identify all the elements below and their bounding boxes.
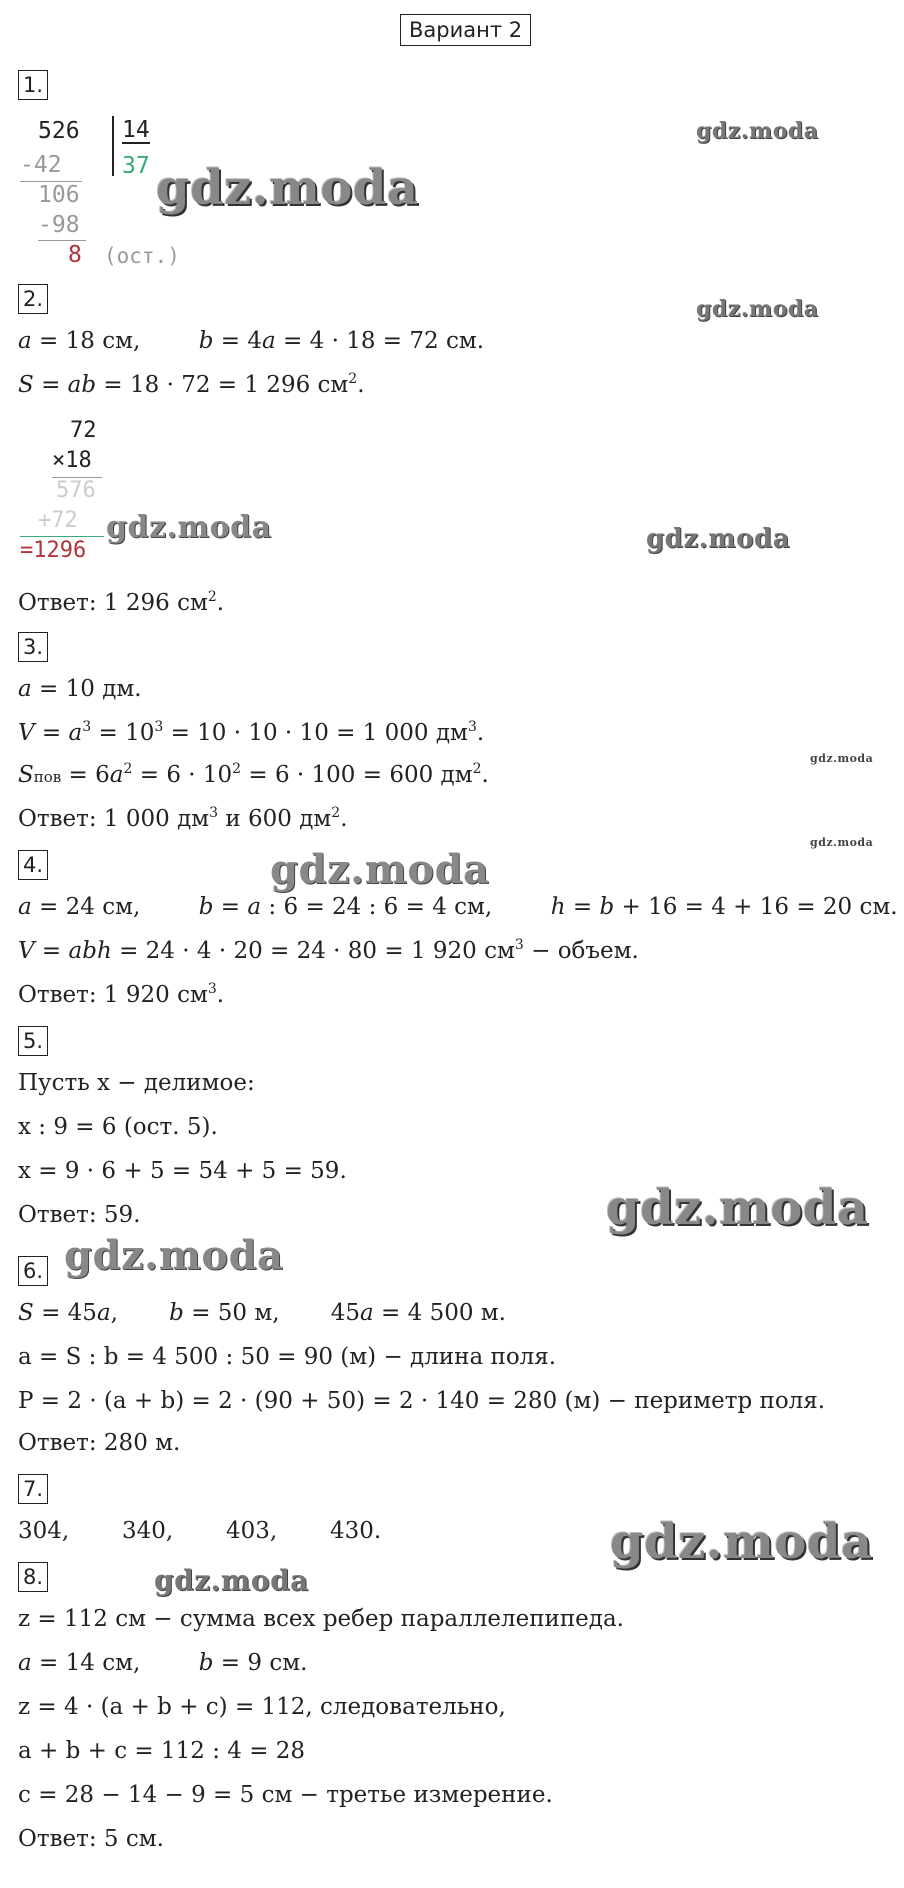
- variant-title: Вариант 2: [400, 14, 531, 46]
- t7-value-2: 340,: [122, 1518, 174, 1544]
- quotient: 37: [122, 153, 150, 179]
- remainder: 8: [68, 242, 82, 268]
- task-4-number: 4.: [18, 850, 48, 880]
- t5-answer: Ответ: 59.: [18, 1202, 141, 1228]
- t3-answer-text: Ответ: 1 000 дм: [18, 806, 210, 832]
- t7-value-1: 304,: [18, 1518, 70, 1544]
- watermark: gdz.moda: [270, 846, 490, 893]
- partial-product-2: +72: [38, 508, 78, 533]
- watermark: gdz.moda: [610, 1514, 873, 1570]
- watermark: gdz.moda: [64, 1232, 284, 1279]
- remainder-label: (ост.): [104, 244, 180, 268]
- t2-answer-text: Ответ: 1 296 см: [18, 590, 208, 616]
- t2-line-1: a = 18 см, b = 4a = 4 · 18 = 72 см.: [18, 328, 485, 354]
- task-1-number: 1.: [18, 70, 48, 100]
- t7-value-4: 430.: [330, 1518, 382, 1544]
- t5-line-2: x : 9 = 6 (ост. 5).: [18, 1114, 218, 1140]
- watermark: gdz.moda: [810, 836, 874, 849]
- t2-line-2: S = ab = 18 · 72 = 1 296 $см^2$.: [18, 371, 365, 398]
- watermark: gdz.moda: [810, 752, 874, 765]
- t3-line-1: a = 10 дм.: [18, 676, 142, 702]
- subtrahend-2: -98: [38, 212, 80, 238]
- partial-product-1: 576: [56, 478, 96, 503]
- divisor: 14: [122, 117, 150, 143]
- t4-line-1: a = 24 см, b = a : 6 = 24 : 6 = 4 см, h = b + 16 = 4 + 16 = 20 см.: [18, 894, 898, 920]
- watermark: gdz.moda: [154, 1564, 309, 1597]
- task-7-number: 7.: [18, 1474, 48, 1504]
- t6-line-1: S = 45a, b = 50 м, 45a = 4 500 м.: [18, 1300, 506, 1326]
- t4-answer: Ответ: 1 920 $см^3$.: [18, 981, 225, 1008]
- t4-line-2: V = abh = 24 · 4 · 20 = 24 · 80 = 1 920 $см^3$ − объем.: [18, 937, 639, 964]
- t3-line-3: Sпов = $6a^2 = 6 \cdot 10^2 = 6 \cdot 100 = 600$ $дм^2$.: [18, 761, 489, 788]
- mult-result: =1296: [20, 538, 87, 563]
- t6-line-2: a = S : b = 4 500 : 50 = 90 (м) − длина поля.: [18, 1344, 557, 1370]
- dividend: 526: [38, 118, 80, 144]
- mult-a: 72: [70, 418, 97, 443]
- task-2-number: 2.: [18, 284, 48, 314]
- mult-line-2: [20, 536, 104, 537]
- t7-value-3: 403,: [226, 1518, 278, 1544]
- t3-line-2: $V = a^3 = 10^3 = 10 \cdot 10 \cdot 10 = 1$ 000 $дм^3$.: [18, 719, 485, 746]
- watermark: gdz.moda: [696, 118, 819, 144]
- division-line-2: [38, 240, 86, 241]
- task-8-number: 8.: [18, 1562, 48, 1592]
- t3-answer: Ответ: 1 000 $дм^3$ и 600 $дм^2$.: [18, 805, 348, 832]
- t4-answer-text: Ответ: 1 920 см: [18, 982, 208, 1008]
- watermark: gdz.moda: [156, 160, 419, 216]
- t8-line-4: a + b + c = 112 : 4 = 28: [18, 1738, 306, 1764]
- watermark: gdz.moda: [696, 296, 819, 322]
- task-6-number: 6.: [18, 1256, 48, 1286]
- mult-b: ×18: [52, 448, 92, 473]
- watermark: gdz.moda: [646, 524, 791, 554]
- partial-remainder: 106: [38, 182, 80, 208]
- t5-line-1: Пусть x − делимое:: [18, 1070, 255, 1096]
- subtrahend-1: -42: [20, 152, 62, 178]
- t2-answer: Ответ: 1 296 $см^2$.: [18, 589, 225, 616]
- watermark: gdz.moda: [106, 510, 272, 545]
- watermark: gdz.moda: [606, 1180, 869, 1236]
- t6-line-3: P = 2 · (a + b) = 2 · (90 + 50) = 2 · 140 = 280 (м) − периметр поля.: [18, 1388, 826, 1414]
- t6-answer: Ответ: 280 м.: [18, 1430, 181, 1456]
- t8-line-3: z = 4 · (a + b + c) = 112, следовательно,: [18, 1694, 506, 1720]
- task-5-number: 5.: [18, 1026, 48, 1056]
- t8-line-2: a = 14 см, b = 9 см.: [18, 1650, 308, 1676]
- division-bar: [112, 116, 114, 176]
- t5-line-3: x = 9 · 6 + 5 = 54 + 5 = 59.: [18, 1158, 347, 1184]
- t8-line-5: c = 28 − 14 − 9 = 5 см − третье измерение.: [18, 1782, 553, 1808]
- t8-line-1: z = 112 см − сумма всех ребер параллелепипеда.: [18, 1606, 624, 1632]
- t8-answer: Ответ: 5 см.: [18, 1826, 164, 1852]
- task-3-number: 3.: [18, 632, 48, 662]
